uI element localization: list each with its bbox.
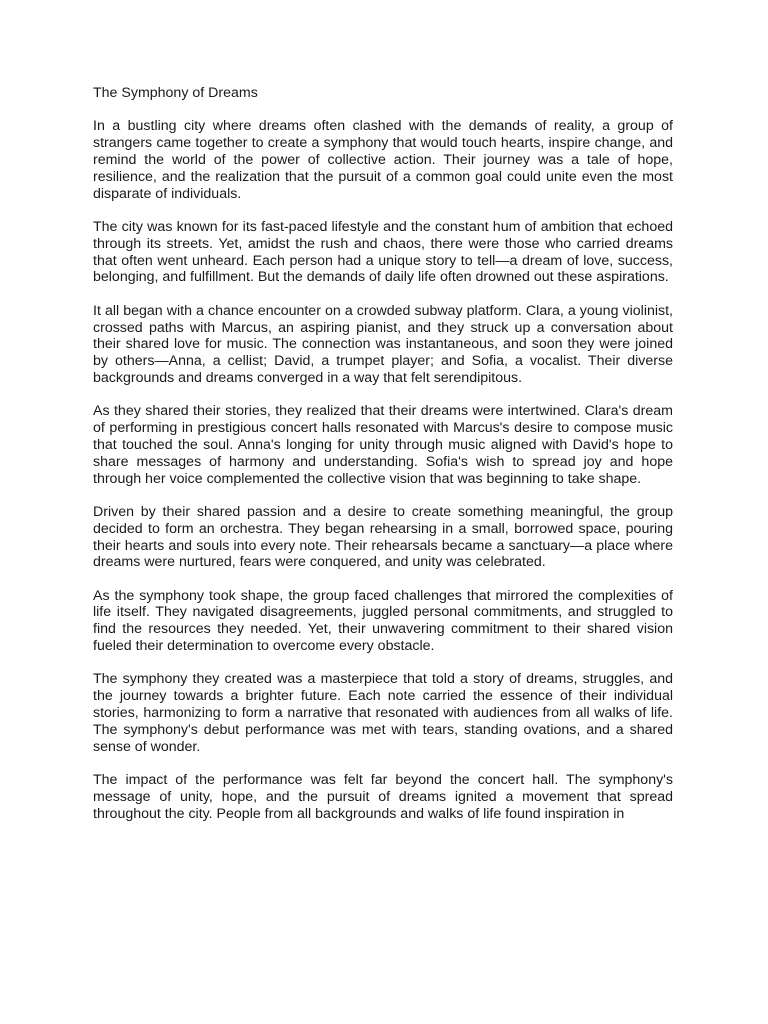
paragraph-6: As the symphony took shape, the group faced challenges that mirrored the complexities of life itself. They navigated disagreements, juggled personal commitments, and struggled to find the resources they needed. Yet, their unwavering commitment to their shared vision fueled their determination to overcome every obstacle. (93, 587, 673, 655)
paragraph-4: As they shared their stories, they realized that their dreams were intertwined. Clara's dream of performing in prestigious concert halls resonated with Marcus's desire to compose music that touched the soul. Anna's longing for unity through music aligned with David's hope to share messages of harmony and understanding. Sofia's wish to spread joy and hope through her voice complemented the collective vision that was beginning to take shape. (93, 403, 673, 487)
document-page (93, 85, 673, 822)
paragraph-7: The symphony they created was a masterpiece that told a story of dreams, struggles, and the journey towards a brighter future. Each note carried the essence of their individual stories, harmonizing to form a narrative that resonated with audiences from all walks of life. The symphony's debut performance was met with tears, standing ovations, and a shared sense of wonder. (93, 671, 673, 755)
paragraph-3: It all began with a chance encounter on a crowded subway platform. Clara, a young violinist, crossed paths with Marcus, an aspiring pianist, and they struck up a conversation about their shared love for music. The connection was instantaneous, and soon they were joined by others—Anna, a cellist; David, a trumpet player; and Sofia, a vocalist. Their diverse backgrounds and dreams converged in a way that felt serendipitous. (93, 302, 673, 386)
paragraph-5: Driven by their shared passion and a desire to create something meaningful, the group decided to form an orchestra. They began rehearsing in a small, borrowed space, pouring their hearts and souls into every note. Their rehearsals became a sanctuary—a place where dreams were nurtured, fears were conquered, and unity was celebrated. (93, 503, 673, 571)
paragraph-2: The city was known for its fast-paced lifestyle and the constant hum of ambition that echoed through its streets. Yet, amidst the rush and chaos, there were those who carried dreams that often went unheard. Each person had a unique story to tell—a dream of love, success, belonging, and fulfillment. But the demands of daily life often drowned out these aspirations. (93, 218, 673, 286)
paragraph-1: In a bustling city where dreams often clashed with the demands of reality, a group of strangers came together to create a symphony that would touch hearts, inspire change, and remind the world of the power of collective action. Their journey was a tale of hope, resilience, and the realization that the pursuit of a common goal could unite even the most disparate of individuals. (93, 118, 673, 202)
document-title: The Symphony of Dreams (93, 85, 258, 101)
paragraph-8: The impact of the performance was felt far beyond the concert hall. The symphony's message of unity, hope, and the pursuit of dreams ignited a movement that spread throughout the city. People from all backgrounds and walks of life found inspiration in (93, 772, 673, 822)
